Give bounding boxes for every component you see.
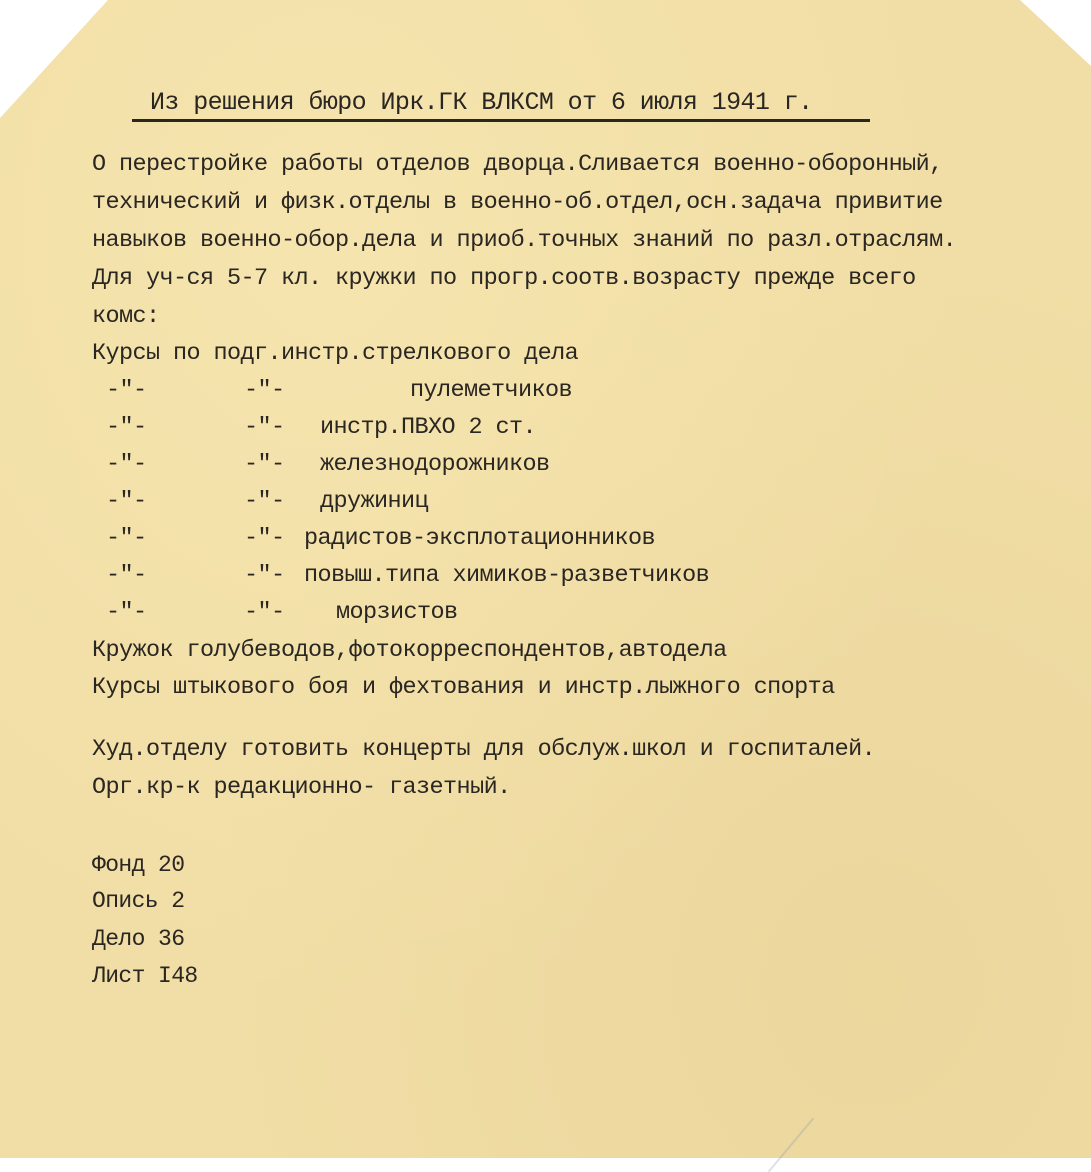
ditto-mark: -"- [244, 414, 285, 441]
ditto-mark: -"- [106, 451, 147, 478]
ditto-mark: -"- [244, 525, 285, 552]
ditto-item-text: дружиниц [320, 488, 429, 515]
paragraph-line: навыков военно-обор.дела и приоб.точных знаний по разл.отраслям. [92, 227, 957, 254]
ditto-mark: -"- [244, 562, 285, 589]
archive-opis: Опись 2 [92, 888, 185, 914]
paragraph-line: Кружок голубеводов,фотокорреспондентов,автодела [92, 637, 727, 664]
ditto-mark: -"- [244, 599, 285, 626]
archive-delo: Дело 36 [92, 926, 185, 952]
ditto-item-text: морзистов [336, 599, 458, 626]
ditto-item-text: радистов-эксплотационников [304, 525, 656, 552]
ditto-mark: -"- [106, 488, 147, 515]
ditto-item-text: пулеметчиков [410, 377, 573, 404]
paragraph-line: комс: [92, 303, 160, 330]
ditto-mark: -"- [106, 525, 147, 552]
paragraph-line: Курсы по подг.инстр.стрелкового дела [92, 340, 579, 367]
ditto-item-text: повыш.типа химиков-разветчиков [304, 562, 710, 589]
paragraph-line: Орг.кр-к редакционно- газетный. [92, 774, 511, 801]
ditto-mark: -"- [244, 451, 285, 478]
archive-fond: Фонд 20 [92, 852, 185, 878]
document-title [132, 88, 870, 122]
ditto-mark: -"- [244, 377, 285, 404]
paragraph-line: Курсы штыкового боя и фехтования и инстр.лыжного спорта [92, 674, 835, 701]
ditto-mark: -"- [106, 414, 147, 441]
ditto-item-text: железнодорожников [320, 451, 550, 478]
archive-list: Лист I48 [92, 963, 198, 989]
paragraph-line: технический и физк.отделы в военно-об.отдел,осн.задача привитие [92, 189, 943, 216]
ditto-mark: -"- [106, 562, 147, 589]
ditto-item-text: инстр.ПВХО 2 ст. [320, 414, 537, 441]
paragraph-line: О перестройке работы отделов дворца.Сливается военно-оборонный, [92, 151, 943, 178]
document-title-text: Из решения бюро Ирк.ГК ВЛКСМ от 6 июля 1941 г. [150, 88, 813, 117]
paragraph-line: Для уч-ся 5-7 кл. кружки по прогр.соотв.возрасту прежде всего [92, 265, 916, 292]
paragraph-line: Худ.отделу готовить концерты для обслуж.школ и госпиталей. [92, 736, 876, 763]
ditto-mark: -"- [244, 488, 285, 515]
ditto-mark: -"- [106, 599, 147, 626]
ditto-mark: -"- [106, 377, 147, 404]
